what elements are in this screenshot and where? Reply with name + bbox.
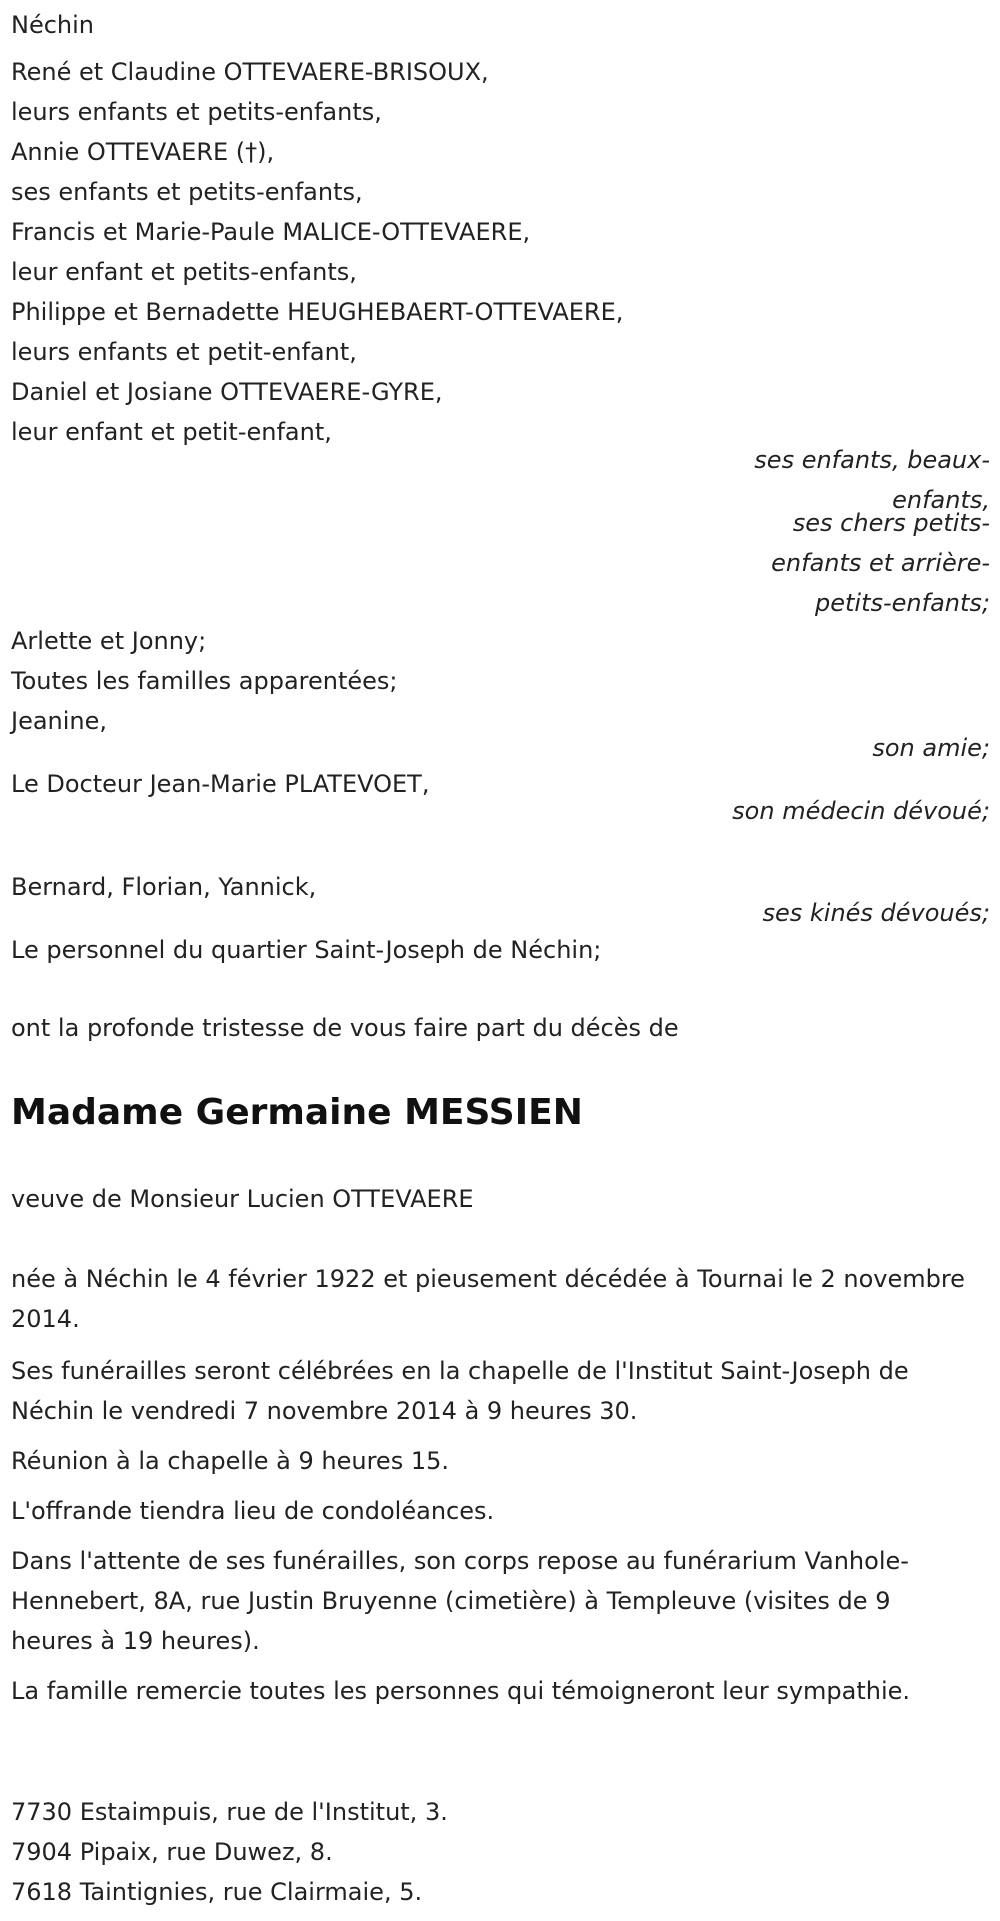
address-line: 7618 Taintignies, rue Clairmaie, 5.	[11, 1878, 423, 1906]
family-line: leurs enfants et petit-enfant,	[11, 338, 357, 366]
doctor-line: Le Docteur Jean-Marie PLATEVOET,	[11, 770, 430, 798]
address-line: 7904 Pipaix, rue Duwez, 8.	[11, 1838, 333, 1866]
relation-physios: ses kinés dévoués;	[762, 899, 990, 927]
deceased-name: Madame Germaine MESSIEN	[11, 1092, 583, 1133]
relation-children: ses enfants, beaux-enfants,	[754, 446, 990, 514]
arlette-line: Arlette et Jonny;	[11, 627, 207, 655]
family-line: leur enfant et petit-enfant,	[11, 418, 332, 446]
physios-line: Bernard, Florian, Yannick,	[11, 873, 317, 901]
staff-line: Le personnel du quartier Saint-Joseph de Néchin;	[11, 936, 602, 964]
birth-death-paragraph: née à Néchin le 4 février 1922 et pieusement décédée à Tournai le 2 novembre 2014.	[11, 1265, 965, 1333]
family-line: Daniel et Josiane OTTEVAERE-GYRE,	[11, 378, 443, 406]
family-line: leur enfant et petits-enfants,	[11, 258, 357, 286]
relation-grandchildren: ses chers petits-enfants et arrière-petits-enfants;	[771, 509, 990, 617]
relation-doctor: son médecin dévoué;	[732, 797, 990, 825]
family-line: ses enfants et petits-enfants,	[11, 178, 363, 206]
family-line: Philippe et Bernadette HEUGHEBAERT-OTTEVAERE,	[11, 298, 624, 326]
offering-paragraph: L'offrande tiendra lieu de condoléances.	[11, 1497, 495, 1525]
thanks-paragraph: La famille remercie toutes les personnes qui témoigneront leur sympathie.	[11, 1677, 911, 1705]
jeanine-line: Jeanine,	[11, 707, 108, 735]
address-line: 7730 Estaimpuis, rue de l'Institut, 3.	[11, 1798, 448, 1826]
family-line: Annie OTTEVAERE (†),	[11, 138, 275, 166]
announcement: ont la profonde tristesse de vous faire part du décès de	[11, 1014, 679, 1042]
funerarium-paragraph: Dans l'attente de ses funérailles, son corps repose au funérarium Vanhole-Hennebert, 8A, rue Justin Bruyenne (cimetière) à Templeuve (visites de 9 heures à 19 heures).	[11, 1547, 909, 1655]
widow-of: veuve de Monsieur Lucien OTTEVAERE	[11, 1185, 474, 1213]
meeting-paragraph: Réunion à la chapelle à 9 heures 15.	[11, 1447, 449, 1475]
relation-friend: son amie;	[872, 734, 990, 762]
funeral-paragraph: Ses funérailles seront célébrées en la chapelle de l'Institut Saint-Joseph de Néchin le vendredi 7 novembre 2014 à 9 heures 30.	[11, 1357, 909, 1425]
location: Néchin	[11, 11, 95, 39]
family-line: René et Claudine OTTEVAERE-BRISOUX,	[11, 58, 489, 86]
family-line: leurs enfants et petits-enfants,	[11, 98, 382, 126]
families-line: Toutes les familles apparentées;	[11, 667, 398, 695]
family-line: Francis et Marie-Paule MALICE-OTTEVAERE,	[11, 218, 531, 246]
